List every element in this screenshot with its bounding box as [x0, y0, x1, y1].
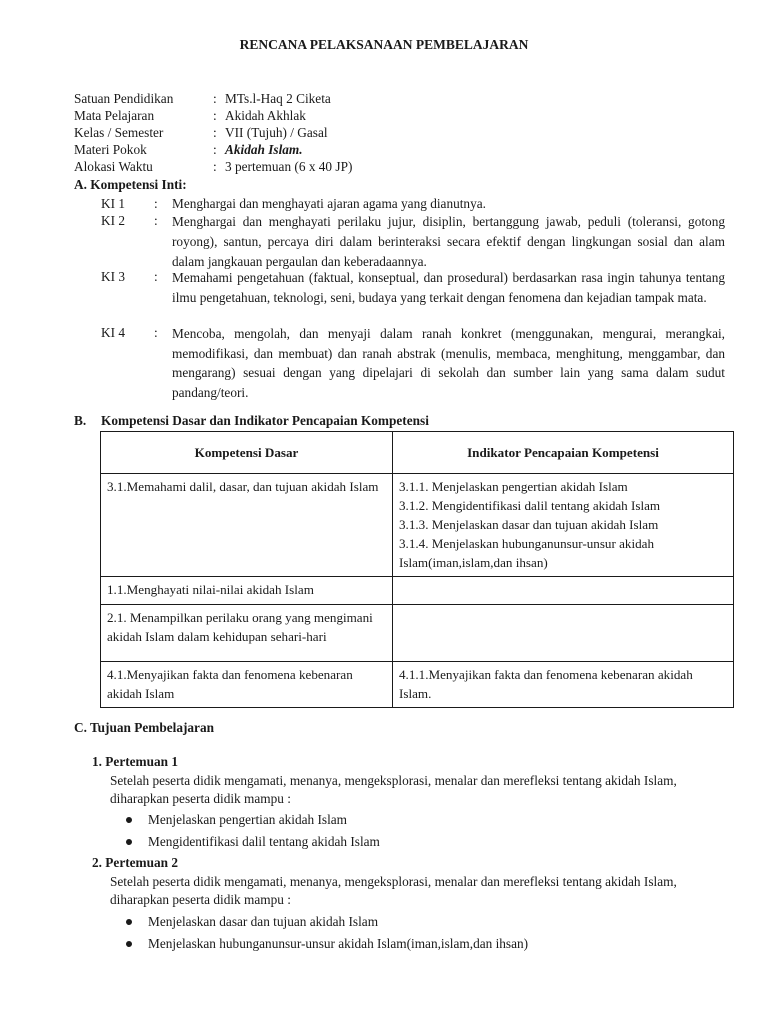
list-item-text: Mengidentifikasi dalil tentang akidah Islam — [148, 834, 380, 849]
ipk-line: 3.1.3. Menjelaskan dasar dan tujuan akidah Islam — [399, 516, 659, 532]
meta-value: Akidah Akhlak — [225, 108, 306, 123]
section-b-letter: B. — [74, 413, 87, 428]
ki-code: KI 4 — [101, 325, 126, 340]
meta-colon: : — [213, 159, 217, 174]
ki-colon: : — [154, 196, 158, 211]
table-row — [101, 576, 734, 604]
meta-colon: : — [213, 91, 217, 106]
table-header-row — [101, 432, 734, 474]
table-row — [101, 474, 734, 577]
list-item-text: Menjelaskan dasar dan tujuan akidah Islam — [148, 914, 379, 929]
ki-text: Mencoba, mengolah, dan menyaji dalam ranah konkret (menggunakan, mengurai, merangkai, memodifikasi, dan membuat) dan ranah abstrak (menulis, membaca, menghitung, menggambar, dan mengarang) sesuai dengan yang dipelajari di sekolah dan sumber lain yang sama dalam sudut pandang/teori. — [172, 326, 725, 400]
table-row — [101, 661, 734, 707]
section-b-heading: Kompetensi Dasar dan Indikator Pencapaian Kompetensi — [101, 413, 429, 428]
header-indikator: Indikator Pencapaian Kompetensi — [393, 432, 734, 474]
meta-value: MTs.l-Haq 2 Ciketa — [225, 91, 331, 106]
kd-cell: 4.1.Menyajikan fakta dan fenomena kebenaran akidah Islam — [101, 661, 393, 707]
meeting-1-title: 1. Pertemuan 1 — [92, 754, 179, 769]
meta-value: Akidah Islam. — [225, 142, 303, 157]
ki-code: KI 1 — [101, 196, 126, 211]
meeting-2-title: 2. Pertemuan 2 — [92, 855, 179, 870]
bullet-icon — [126, 839, 132, 845]
meta-label: Mata Pelajaran — [74, 108, 155, 123]
ki-text: Memahami pengetahuan (faktual, konseptual, dan prosedural) berdasarkan rasa ingin tahunya tentang ilmu pengetahuan, teknologi, seni, budaya yang terkait dengan fenomena dan kejadian tampak mata. — [172, 270, 725, 305]
table-row — [101, 604, 734, 661]
list-item-text: Menjelaskan pengertian akidah Islam — [148, 812, 348, 827]
ipk-line: 3.1.2. Mengidentifikasi dalil tentang akidah Islam — [399, 497, 661, 513]
section-c-heading: C. Tujuan Pembelajaran — [74, 720, 215, 735]
ki-colon: : — [154, 213, 158, 228]
meta-colon: : — [213, 108, 217, 123]
meta-label: Satuan Pendidikan — [74, 91, 174, 106]
meta-value: 3 pertemuan (6 x 40 JP) — [225, 159, 353, 174]
ipk-line: 3.1.1. Menjelaskan pengertian akidah Islam — [399, 479, 628, 494]
meta-colon: : — [213, 125, 217, 140]
ipk-cell: 4.1.1.Menyajikan fakta dan fenomena kebenaran akidah Islam. — [393, 661, 734, 707]
meeting-2-intro: Setelah peserta didik mengamati, menanya, mengeksplorasi, menalar dan merefleksi tentang akidah Islam, diharapkan peserta didik mampu : — [110, 874, 677, 907]
ipk-cell — [393, 576, 734, 604]
section-a-heading: A. Kompetensi Inti: — [74, 177, 187, 192]
kd-cell: 3.1.Memahami dalil, dasar, dan tujuan akidah Islam — [101, 474, 393, 577]
ki-code: KI 3 — [101, 269, 126, 284]
meta-colon: : — [213, 142, 217, 157]
meta-label: Kelas / Semester — [74, 125, 164, 140]
kd-ipk-table — [100, 431, 734, 708]
header-kompetensi-dasar: Kompetensi Dasar — [101, 432, 393, 474]
ki-colon: : — [154, 325, 158, 340]
ipk-cell — [393, 474, 734, 577]
bullet-icon — [126, 919, 132, 925]
meta-label: Alokasi Waktu — [74, 159, 153, 174]
list-item-text: Menjelaskan hubunganunsur-unsur akidah Islam(iman,islam,dan ihsan) — [148, 936, 529, 951]
bullet-icon — [126, 817, 132, 823]
ki-colon: : — [154, 269, 158, 284]
ipk-line: 3.1.4. Menjelaskan hubunganunsur-unsur akidah Islam(iman,islam,dan ihsan) — [399, 535, 655, 570]
ki-text: Menghargai dan menghayati perilaku jujur, disiplin, bertanggung jawab, peduli (toleransi, gotong royong), santun, percaya diri dalam berinteraksi secara efektif dengan lingkungan sosial dan alam dalam jangkauan pergaulan dan keberadaannya. — [172, 214, 725, 269]
ki-text: Menghargai dan menghayati ajaran agama yang dianutnya. — [172, 196, 486, 211]
meta-label: Materi Pokok — [74, 142, 147, 157]
meta-value: VII (Tujuh) / Gasal — [225, 125, 328, 140]
ipk-cell — [393, 604, 734, 661]
ki-code: KI 2 — [101, 213, 126, 228]
meeting-1-intro: Setelah peserta didik mengamati, menanya, mengeksplorasi, menalar dan merefleksi tentang akidah Islam, diharapkan peserta didik mampu : — [110, 773, 677, 806]
kd-cell: 2.1. Menampilkan perilaku orang yang mengimani akidah Islam dalam kehidupan sehari-hari — [101, 604, 393, 661]
document-title: RENCANA PELAKSANAAN PEMBELAJARAN — [239, 37, 529, 52]
bullet-icon — [126, 941, 132, 947]
kd-cell: 1.1.Menghayati nilai-nilai akidah Islam — [101, 576, 393, 604]
